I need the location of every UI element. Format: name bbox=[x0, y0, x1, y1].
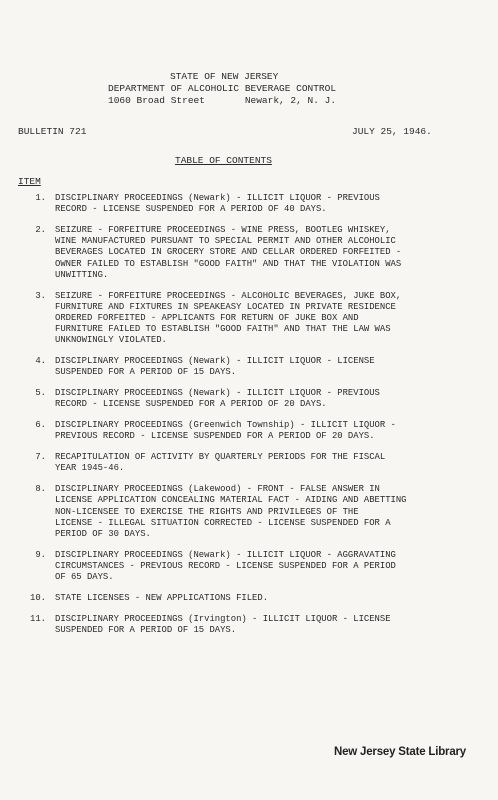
toc-item-line: WINE MANUFACTURED PURSUANT TO SPECIAL PERMIT AND OTHER ALCOHOLIC bbox=[55, 236, 396, 247]
toc-item-number: 9. bbox=[35, 549, 46, 560]
bulletin-date: JULY 25, 1946. bbox=[352, 126, 432, 137]
toc-item-number: 11. bbox=[30, 613, 46, 624]
toc-item-text bbox=[55, 452, 473, 474]
item-heading: ITEM bbox=[18, 176, 41, 187]
header-state: STATE OF NEW JERSEY bbox=[170, 71, 279, 82]
toc-item-line: STATE LICENSES - NEW APPLICATIONS FILED. bbox=[55, 593, 269, 604]
toc-item-number: 5. bbox=[35, 388, 46, 399]
toc-item-number: 4. bbox=[35, 356, 46, 367]
header-address: 1060 Broad Street Newark, 2, N. J. bbox=[108, 95, 337, 106]
toc-item-line: LICENSE - ILLEGAL SITUATION CORRECTED - LICENSE SUSPENDED FOR A bbox=[55, 517, 391, 528]
toc-item-line: SUSPENDED FOR A PERIOD OF 15 DAYS. bbox=[55, 367, 237, 378]
toc-item-line: RECORD - LICENSE SUSPENDED FOR A PERIOD OF 40 DAYS. bbox=[55, 204, 327, 215]
toc-item-text bbox=[55, 388, 473, 410]
toc-item-number: 2. bbox=[35, 225, 46, 235]
toc-item-text bbox=[55, 225, 473, 281]
toc-item-line: DISCIPLINARY PROCEEDINGS (Irvington) - ILLICIT LIQUOR - LICENSE bbox=[55, 613, 391, 624]
toc-item-line: OF 65 DAYS. bbox=[55, 572, 114, 583]
toc-item-line: DISCIPLINARY PROCEEDINGS (Lakewood) - FRONT - FALSE ANSWER IN bbox=[55, 484, 380, 495]
toc-item-line: DISCIPLINARY PROCEEDINGS (Newark) - ILLICIT LIQUOR - PREVIOUS bbox=[55, 193, 380, 203]
toc-item-line: FURNITURE AND FIXTURES IN SPEAKEASY LOCATED IN PRIVATE RESIDENCE bbox=[55, 301, 396, 312]
toc-item-line: SEIZURE - FORFEITURE PROCEEDINGS - WINE PRESS, BOOTLEG WHISKEY, bbox=[55, 225, 391, 235]
toc-item-text bbox=[55, 291, 473, 347]
toc-item-line: UNWITTING. bbox=[55, 269, 109, 280]
toc-item-line: SEIZURE - FORFEITURE PROCEEDINGS - ALCOHOLIC BEVERAGES, JUKE BOX, bbox=[55, 290, 402, 301]
toc-item-line: FURNITURE FAILED TO ESTABLISH "GOOD FAITH" AND THAT THE LAW WAS bbox=[55, 324, 391, 335]
toc-item bbox=[18, 193, 478, 215]
toc-item-line: DISCIPLINARY PROCEEDINGS (Newark) - ILLICIT LIQUOR - AGGRAVATING bbox=[55, 549, 396, 560]
toc-item-line: PREVIOUS RECORD - LICENSE SUSPENDED FOR A PERIOD OF 20 DAYS. bbox=[55, 431, 375, 442]
toc-item-number: 8. bbox=[35, 484, 46, 495]
toc-item bbox=[18, 484, 478, 540]
toc-item bbox=[18, 356, 478, 378]
toc-item-number: 7. bbox=[35, 452, 46, 463]
header-department: DEPARTMENT OF ALCOHOLIC BEVERAGE CONTROL bbox=[108, 83, 337, 94]
toc-item-line: DISCIPLINARY PROCEEDINGS (Greenwich Township) - ILLICIT LIQUOR - bbox=[55, 420, 396, 431]
toc-item-line: PERIOD OF 30 DAYS. bbox=[55, 529, 151, 540]
toc-item-text bbox=[55, 420, 473, 442]
toc-item-text bbox=[55, 593, 473, 604]
toc-item bbox=[18, 550, 478, 584]
toc-list bbox=[18, 193, 478, 646]
toc-item bbox=[18, 452, 478, 474]
toc-item-line: NON-LICENSEE TO EXERCISE THE RIGHTS AND PRIVILEGES OF THE bbox=[55, 506, 359, 517]
toc-item bbox=[18, 614, 478, 636]
toc-item bbox=[18, 291, 478, 347]
toc-item-line: ORDERED FORFEITED - APPLICANTS FOR RETURN OF JUKE BOX AND bbox=[55, 313, 359, 324]
toc-item-line: SUSPENDED FOR A PERIOD OF 15 DAYS. bbox=[55, 625, 237, 636]
toc-item-line: RECORD - LICENSE SUSPENDED FOR A PERIOD OF 20 DAYS. bbox=[55, 399, 327, 410]
toc-item-number: 6. bbox=[35, 420, 46, 431]
toc-item-number: 3. bbox=[35, 290, 46, 301]
toc-item bbox=[18, 593, 478, 604]
toc-item-text bbox=[55, 193, 473, 215]
toc-item-number: 10. bbox=[30, 593, 46, 604]
toc-item-line: DISCIPLINARY PROCEEDINGS (Newark) - ILLICIT LIQUOR - LICENSE bbox=[55, 356, 375, 367]
toc-item-text bbox=[55, 550, 473, 584]
toc-item bbox=[18, 225, 478, 281]
toc-title: TABLE OF CONTENTS bbox=[175, 155, 272, 166]
toc-item bbox=[18, 420, 478, 442]
toc-item bbox=[18, 388, 478, 410]
toc-item-line: UNKNOWINGLY VIOLATED. bbox=[55, 335, 167, 346]
library-stamp: New Jersey State Library bbox=[334, 746, 466, 758]
toc-item-text bbox=[55, 484, 473, 540]
bulletin-number: BULLETIN 721 bbox=[18, 126, 87, 137]
toc-item-line: BEVERAGES LOCATED IN GROCERY STORE AND CELLAR ORDERED FORFEITED - bbox=[55, 247, 402, 258]
toc-item-number: 1. bbox=[35, 193, 46, 203]
toc-item-text bbox=[55, 356, 473, 378]
toc-item-line: OWNER FAILED TO ESTABLISH "GOOD FAITH" AND THAT THE VIOLATION WAS bbox=[55, 258, 402, 269]
toc-item-line: YEAR 1945-46. bbox=[55, 463, 125, 474]
toc-item-line: RECAPITULATION OF ACTIVITY BY QUARTERLY PERIODS FOR THE FISCAL bbox=[55, 452, 386, 463]
toc-item-line: CIRCUMSTANCES - PREVIOUS RECORD - LICENSE SUSPENDED FOR A PERIOD bbox=[55, 561, 396, 572]
toc-item-text bbox=[55, 614, 473, 636]
toc-item-line: DISCIPLINARY PROCEEDINGS (Newark) - ILLICIT LIQUOR - PREVIOUS bbox=[55, 388, 380, 399]
toc-item-line: LICENSE APPLICATION CONCEALING MATERIAL FACT - AIDING AND ABETTING bbox=[55, 495, 407, 506]
